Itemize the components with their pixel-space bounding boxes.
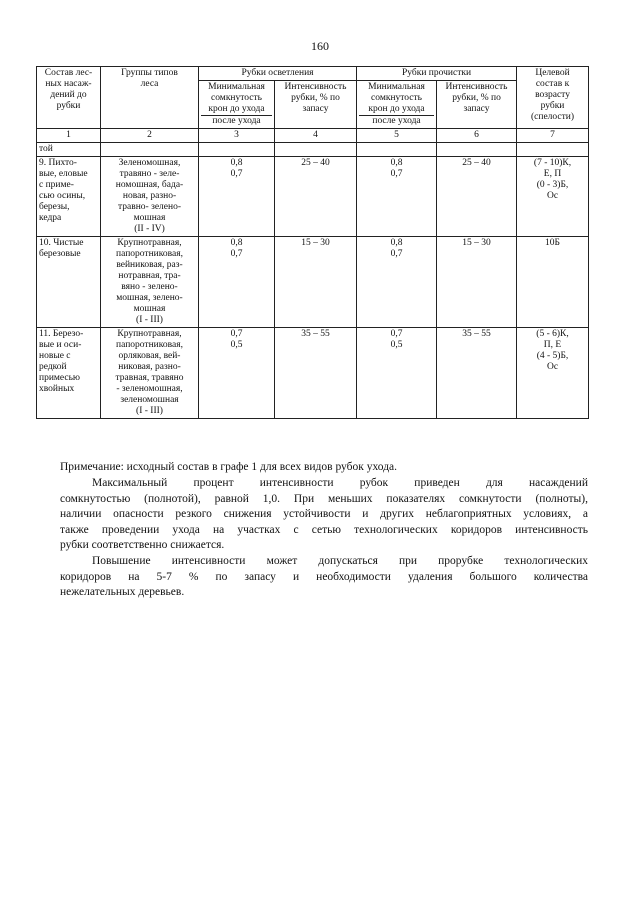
row-forest-groups: Зеленомошная, травяно - зеле- номошная, бада- новая, разно- травно- зелено- мошная (II - IV) [101,157,199,237]
row-thin-density: 0,8 0,7 [357,157,437,237]
page-number: 160 [311,39,329,53]
header-intensity-cleaning: Интенсивность рубки, % по запасу [275,81,357,129]
table-row [37,328,589,419]
row-forest-groups: Крупнотравная, папоротниковая, вейниковая, раз- нотравная, тра- вяно - зелено- мошная, зелено- мошная (I - III) [101,237,199,328]
row-light-density: 0,7 0,5 [199,328,275,419]
column-number: 3 [199,129,275,143]
row-composition: 10. Чистые березовые [37,237,101,328]
paragraph-max-intensity: Максимальный процент интенсивности рубок приведен для насаждений сомкнутостью (полнотой), равной 1,0. При меньших показателях сомкнутости (полноты), наличии опасности резкого снижения устойчивости и других неблагоприятных условиях, а также проведении ухода на участках с сетью технологических коридоров интенсивность рубки соответственно снижается. [60,477,588,551]
row-composition: 9. Пихто- вые, еловые с приме- сью осины, березы, кедра [37,157,101,237]
header-intensity-thinning: Интенсивность рубки, % по запасу [437,81,517,129]
row-light-density: 0,8 0,7 [199,237,275,328]
row-thin-intensity: 35 – 55 [437,328,517,419]
row-target: (5 - 6)К, П, Е (4 - 5)Б, Ос [517,328,589,419]
header-forest-groups: Группы типов леса [101,67,199,129]
column-number: 6 [437,129,517,143]
continuation-row [37,143,589,157]
table-note: Примечание: исходный состав в графе 1 для всех видов рубок ухода. [60,461,398,473]
row-light-intensity: 25 – 40 [275,157,357,237]
header-target-composition: Целевой состав к возрасту рубки (спелости) [517,67,589,129]
table-header-row [37,67,589,81]
column-number: 2 [101,129,199,143]
column-number-row [37,129,589,143]
header-cleaning-cuts: Рубки осветления [199,67,357,81]
row-thin-density: 0,8 0,7 [357,237,437,328]
header-min-density-cleaning: Минимальная сомкнутость крон до ухода после ухода [199,81,275,129]
row-light-intensity: 15 – 30 [275,237,357,328]
table-row [37,157,589,237]
column-number: 7 [517,129,589,143]
row-thin-density: 0,7 0,5 [357,328,437,419]
column-number: 4 [275,129,357,143]
header-min-density-thinning: Минимальная сомкнутость крон до ухода после ухода [357,81,437,129]
row-light-intensity: 35 – 55 [275,328,357,419]
row-light-density: 0,8 0,7 [199,157,275,237]
row-forest-groups: Крупнотравная, папоротниковая, орляковая, вей- никовая, разно- травная, травяно - зеленомошная, зеленомошная (I - III) [101,328,199,419]
continuation-text: той [37,143,101,157]
row-thin-intensity: 15 – 30 [437,237,517,328]
column-number: 1 [37,129,101,143]
row-target: (7 - 10)К, Е, П (0 - 3)Б, Ос [517,157,589,237]
thinning-standards-table [36,66,589,419]
table-row [37,237,589,328]
header-composition: Состав лес- ных насаж- дений до рубки [37,67,101,129]
column-number: 5 [357,129,437,143]
row-composition: 11. Березо- вые и оси- новые с редкой примесью хвойных [37,328,101,419]
paragraph-intensity-increase: Повышение интенсивности может допускаться при прорубке технологических коридоров на 5-7 % по запасу и необходимости удаления большого количества нежелательных деревьев. [60,555,588,598]
header-thinning-cuts: Рубки прочистки [357,67,517,81]
row-target: 10Б [517,237,589,328]
row-thin-intensity: 25 – 40 [437,157,517,237]
